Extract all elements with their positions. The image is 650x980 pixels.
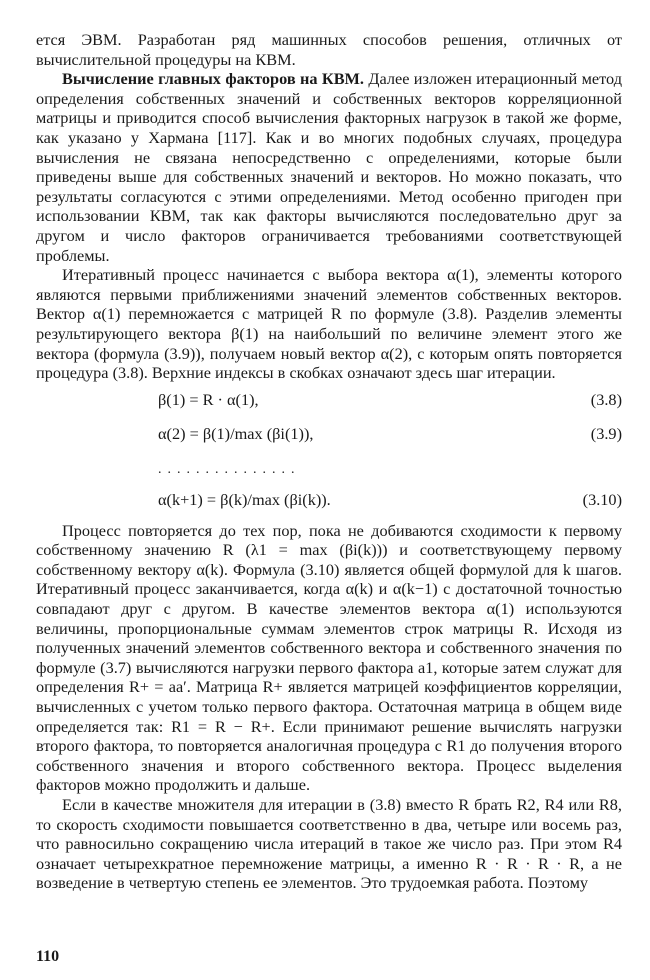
- paragraph-acceleration: Если в качестве множителя для итерации в (3.8) вместо R брать R2, R4 или R8, то скорость сходимости повышается соответственно в два, четыре или восемь раз, что равносильно сокращению числа итераций в такое же число раз. При этом R4 означает четырехкратное перемножение матрицы, а именно R · R · R · R, а не возведение в четвертую степень ее элементов. Это трудоемкая работа. Поэтому: [36, 795, 622, 893]
- book-page: [36, 30, 622, 970]
- equation-number: (3.8): [590, 389, 622, 409]
- equation-number: (3.10): [582, 489, 622, 509]
- equation-formula: α(2) = β(1)/max (βi(1)),: [158, 423, 314, 443]
- page-number: 110: [36, 948, 60, 965]
- paragraph-continuation: ется ЭВМ. Разработан ряд машинных способов решения, отличных от вычислительной процедуры на КВМ.: [36, 30, 622, 69]
- equation-number: (3.9): [590, 423, 622, 443]
- equation-formula: β(1) = R · α(1),: [158, 389, 259, 409]
- section-heading: Вычисление главных факторов на КВМ.: [62, 69, 364, 89]
- equation-3-9: [158, 423, 622, 445]
- equation-3-8: [158, 389, 622, 411]
- paragraph-section-principal-factors: [36, 69, 622, 265]
- equation-block: [36, 389, 622, 515]
- paragraph-iteration-start: Итеративный процесс начинается с выбора вектора α(1), элементы которого являются первыми приближениями значений элементов собственных векторов. Вектор α(1) перемножается с матрицей R по формуле (3.8). Разделив элементы результирующего вектора β(1) на наибольший по величине элемент этого же вектора (формула (3.9)), получаем новый вектор α(2), с которым опять повторяется процедура (3.8). Верхние индексы в скобках означают здесь шаг итерации.: [36, 265, 622, 383]
- equation-3-10: [158, 489, 622, 511]
- section-body: Далее изложен итерационный метод определения собственных значений и собственных векторов корреляционной матрицы и приводится способ вычисления факторных нагрузок в такой же форме, как указано у Хармана [117]. Как и во многих подобных случаях, процедура вычисления не связана непосредственно с определениями, которые были приведены выше для собственных значений и векторов. Но можно показать, что результаты согласуются с этими определениями. Метод особенно пригоден при использовании КВМ, так как факторы вычисляются последовательно друг за другом и число факторов ограничивается требованиями соответствующей проблемы.: [36, 69, 622, 265]
- ellipsis-dots: ...............: [158, 461, 301, 477]
- paragraph-convergence: Процесс повторяется до тех пор, пока не добиваются сходимости к первому собственному значению R (λ1 = max (βi(k))) и соответствующему первому собственному вектору α(k). Формула (3.10) является общей формулой для k шагов. Итеративный процесс заканчивается, когда α(k) и α(k−1) с достаточной точностью совпадают друг с другом. В качестве элементов вектора α(1) используются величины, пропорциональные суммам элементов строк матрицы R. Исходя из полученных значений элементов собственного вектора и собственного значения по формуле (3.7) вычисляются нагрузки первого фактора a1, которые затем служат для определения R+ = aa′. Матрица R+ является матрицей коэффициентов корреляции, вычисленных с учетом только первого фактора. Остаточная матрица в общем виде определяется так: R1 = R − R+. Если принимают решение вычислять нагрузки второго фактора, то повторяется аналогичная процедура с R1 до получения второго собственного значения и второго собственного вектора. Процесс выделения факторов можно продолжить и дальше.: [36, 520, 622, 795]
- equation-formula: α(k+1) = β(k)/max (βi(k)).: [158, 489, 331, 509]
